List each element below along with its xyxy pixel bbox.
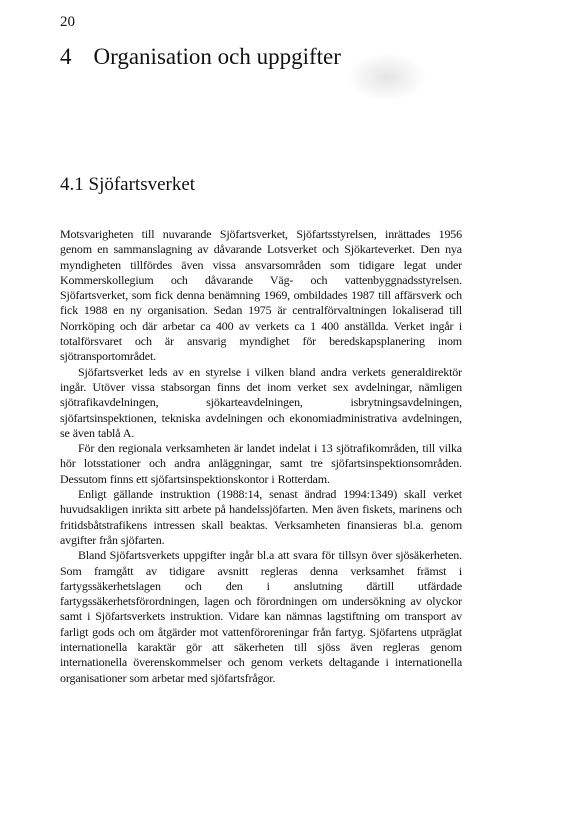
section-title-text: Sjöfartsverket [88,174,196,195]
paragraph: Sjöfartsverket leds av en styrelse i vilken bland andra verkets generaldirektör ingår. Utöver vissa stabsorgan finns det inom verket sex avdelningar, nämligen sjötrafikavdelningen, sjökarteavdelningen, isbrytningsavdelningen, sjöfartsinspektionen, tekniska avdelningen och ekonomiadministrativa avdelningen, se även tablå A. [60,364,462,440]
chapter-number: 4 [60,44,72,69]
paragraph: Motsvarigheten till nuvarande Sjöfartsverket, Sjöfartsstyrelsen, inrättades 1956 genom en sammanslagning av dåvarande Lotsverket och Sjökarteverket. Den nya myndigheten tillfördes även vissa ansvarsområden som tidigare legat under Kommerskollegium och dåvarande Väg- och vattenbyggnadsstyrelsen. Sjöfartsverket, som fick denna benämning 1969, ombildades 1987 till affärsverk och fick 1988 en ny organisation. Sedan 1975 är centralförvaltningen lokaliserad till Norrköping och där arbetar ca 400 av verkets ca 1 400 anställda. Verket ingår i totalförsvaret och är ansvarig myndighet för beredskapsplanering inom sjötransportområdet. [60,227,462,364]
paragraph: Bland Sjöfartsverkets uppgifter ingår bl.a att svara för tillsyn över sjösäkerheten. Som framgått av tidigare avsnitt regleras denna verksamhet främst i fartygssäkerhetslagen och den i anslutning därtill utfärdade fartygssäkerhetsförordningen, lagen och förordningen om undersökning av olyckor samt i Sjöfartsverkets instruktion. Vidare kan nämnas lagstiftning om transport av farligt gods och om åtgärder mot vattenföroreningar från fartyg. Sjöfartens utpräglat internationella karaktär gör att säkerheten till sjöss även regleras genom internationella överenskommelser och genom verkets deltagande i internationella organisationer som arbetar med sjöfartsfrågor. [60,548,462,685]
paragraph: För den regionala verksamheten är landet indelat i 13 sjötrafikområden, till vilka hör lotsstationer och andra anläggningar, samt tre sjöfartsinspektionsområden. Dessutom finns ett sjöfartsinspektionskontor i Rotterdam. [60,441,462,486]
chapter-title-text: Organisation och uppgifter [93,44,341,69]
body-text [60,227,462,686]
page-number: 20 [60,14,75,30]
section-number: 4.1 [60,174,84,195]
chapter-title [60,44,341,70]
section-title [60,174,195,196]
paragraph: Enligt gällande instruktion (1988:14, senast ändrad 1994:1349) skall verket huvudsakligen inrikta sitt arbete på handelssjöfarten. Men även fiskets, marinens och fritidsbåtstrafikens intressen skall beaktas. Verksamheten finansieras bl.a. genom avgifter från sjöfarten. [60,487,462,547]
scan-smudge [347,52,427,102]
